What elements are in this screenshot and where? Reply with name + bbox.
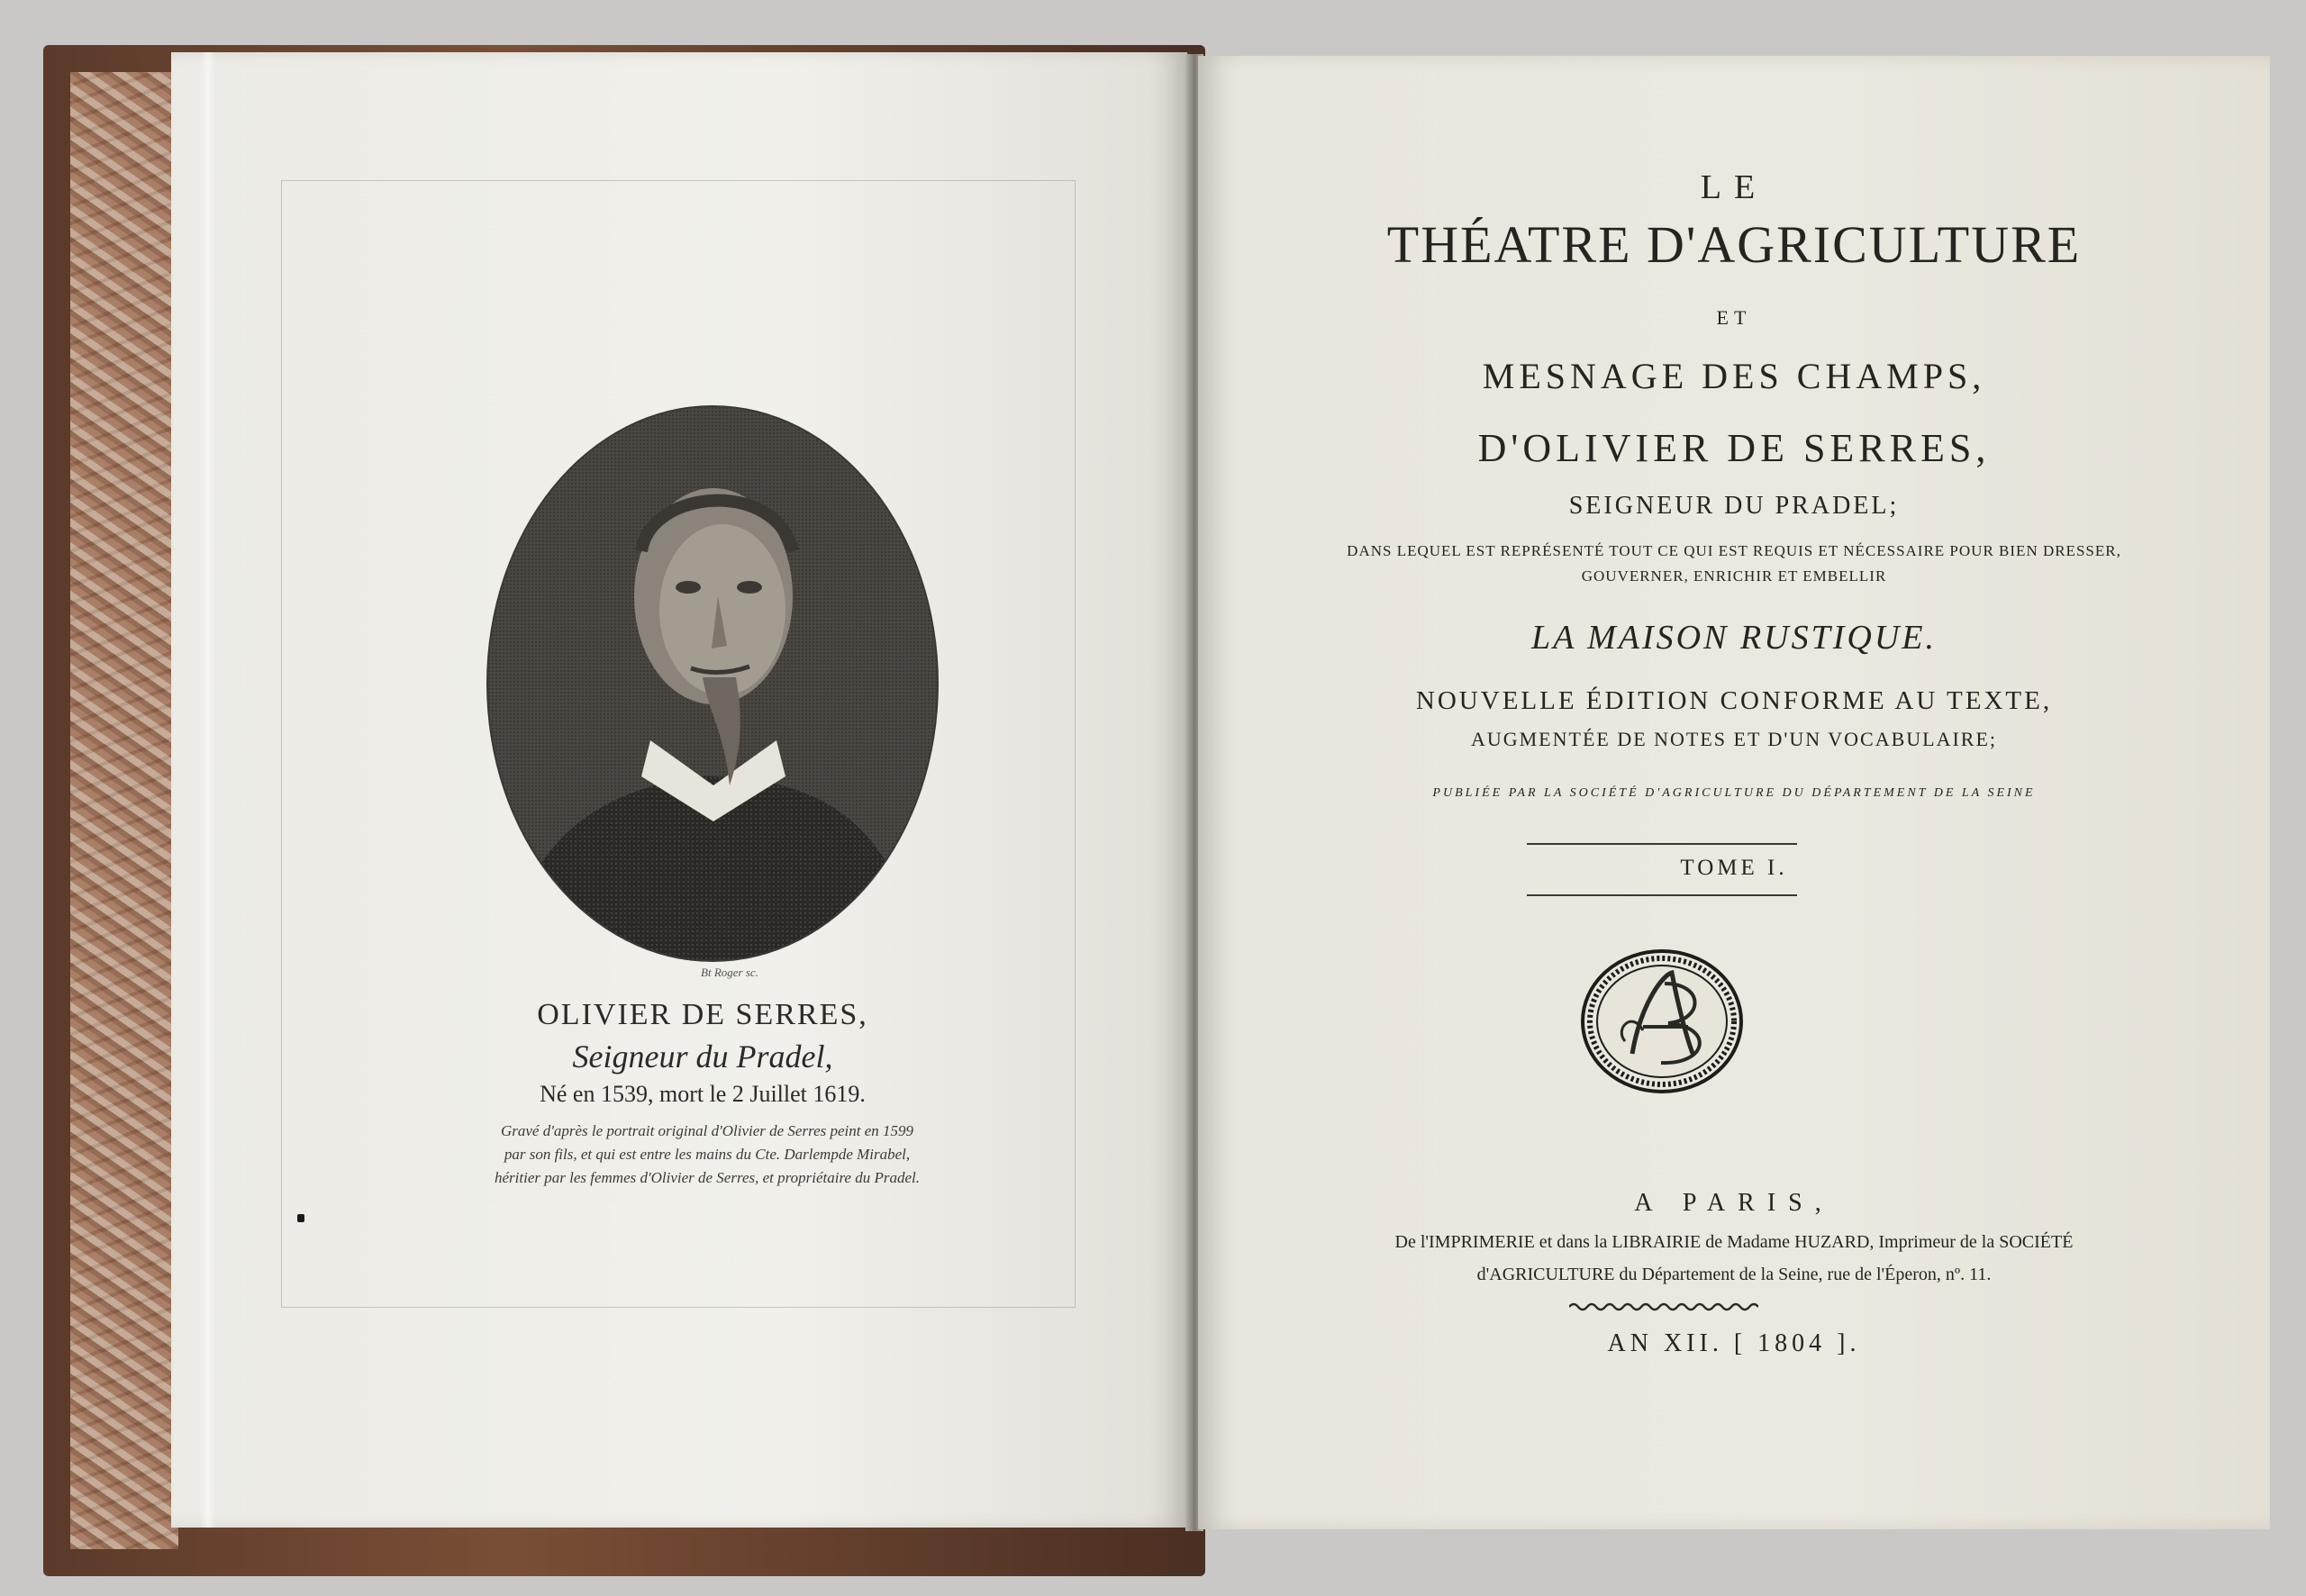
title-et: ET	[1716, 306, 1752, 329]
edition-line-2: AUGMENTÉE DE NOTES ET D'UN VOCABULAIRE;	[1470, 728, 1998, 750]
rule-top	[1527, 843, 1797, 845]
title-maison-rustique: LA MAISON RUSTIQUE.	[1530, 619, 1937, 657]
title-description-2: GOUVERNER, ENRICHIR ET EMBELLIR	[1581, 567, 1887, 585]
title-description-1: DANS LEQUEL EST REPRÉSENTÉ TOUT CE QUI EST REQUIS ET NÉCESSAIRE POUR BIEN DRESSER,	[1347, 542, 2121, 559]
caption-title: Seigneur du Pradel,	[572, 1038, 833, 1075]
publication-date: AN XII. [ 1804 ].	[1607, 1329, 1861, 1357]
imprint-line-2: d'AGRICULTURE du Département de la Seine, rue de l'Éperon, nº. 11.	[1476, 1265, 1992, 1284]
tome-label: TOME I.	[1680, 856, 1788, 880]
title-mesnage: MESNAGE DES CHAMPS,	[1482, 356, 1986, 396]
imprint-line-1: De l'IMPRIMERIE et dans la LIBRAIRIE de Madame HUZARD, Imprimeur de la SOCIÉTÉ	[1394, 1232, 2074, 1252]
marbled-endpaper	[70, 72, 178, 1549]
ink-spot	[297, 1214, 304, 1222]
place-of-publication: A PARIS,	[1634, 1189, 1834, 1217]
publisher-society: PUBLIÉE PAR LA SOCIÉTÉ D'AGRICULTURE DU DÉPARTEMENT DE LA SEINE	[1432, 786, 2036, 800]
tissue-guard-edge	[200, 52, 216, 1528]
title-main: THÉATRE D'AGRICULTURE	[1386, 215, 2082, 274]
caption-dates: Né en 1539, mort le 2 Juillet 1619.	[540, 1081, 866, 1107]
title-seigneur: SEIGNEUR DU PRADEL;	[1568, 492, 1900, 520]
monogram-emblem	[1578, 948, 1746, 1095]
edition-line-1: NOUVELLE ÉDITION CONFORME AU TEXTE,	[1415, 686, 2053, 715]
portrait-engraving	[486, 405, 939, 962]
caption-note-line: Gravé d'après le portrait original d'Olivier de Serres peint en 1599	[500, 1122, 914, 1139]
decorative-rule	[1569, 1301, 1758, 1313]
caption-note-line: par son fils, et qui est entre les mains du Cte. Darlempde Mirabel,	[504, 1146, 911, 1163]
title-le: LE	[1700, 168, 1768, 206]
rule-bottom	[1527, 894, 1797, 896]
caption-name: OLIVIER DE SERRES,	[537, 998, 868, 1031]
engraver-signature: Bt Roger sc.	[701, 966, 758, 979]
caption-note-line: héritier par les femmes d'Olivier de Serres, et propriétaire du Pradel.	[495, 1169, 920, 1186]
title-author: D'OLIVIER DE SERRES,	[1477, 426, 1991, 470]
